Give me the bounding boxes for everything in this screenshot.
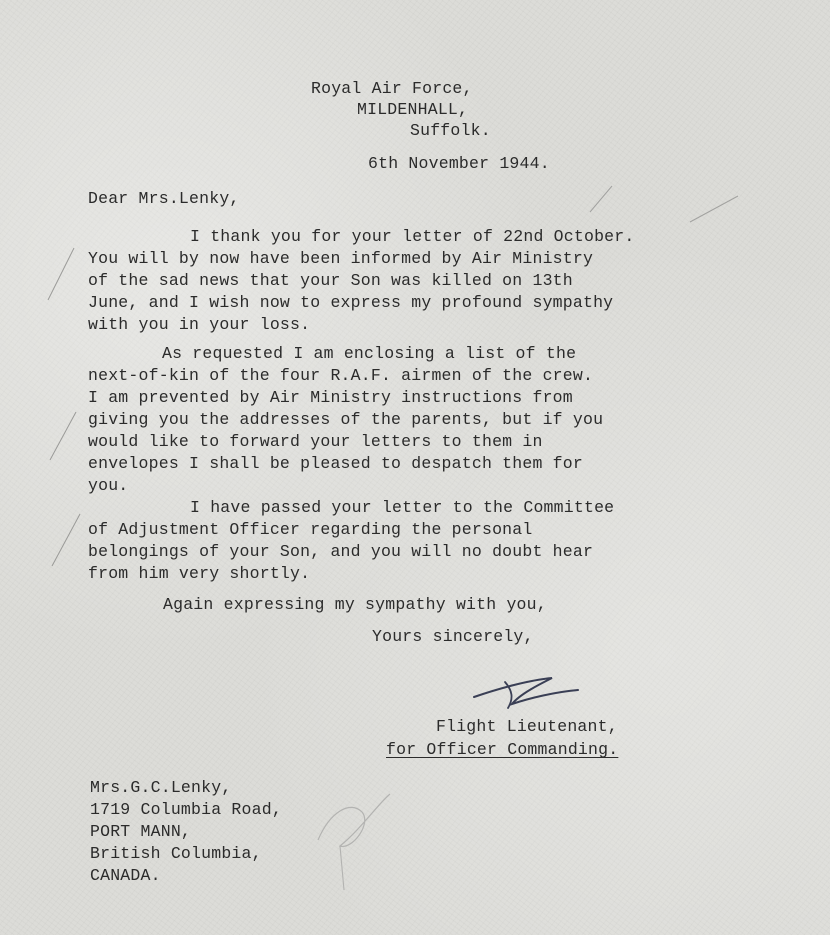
paragraph-2-line-7: you.: [88, 476, 129, 495]
recipient-address-line-3: PORT MANN,: [90, 822, 192, 841]
paragraph-2-line-2: next-of-kin of the four R.A.F. airmen of the crew.: [88, 366, 594, 385]
recipient-address-line-5: CANADA.: [90, 866, 161, 885]
signatory-rank: Flight Lieutenant,: [436, 717, 618, 736]
salutation: Dear Mrs.Lenky,: [88, 189, 240, 208]
recipient-address-line-4: British Columbia,: [90, 844, 262, 863]
paragraph-2-line-1: As requested I am enclosing a list of the: [162, 344, 577, 363]
valediction: Yours sincerely,: [372, 627, 534, 646]
paragraph-2-line-3: I am prevented by Air Ministry instructions from: [88, 388, 573, 407]
recipient-address-line-2: 1719 Columbia Road,: [90, 800, 282, 819]
closing-line: Again expressing my sympathy with you,: [163, 595, 547, 614]
sender-address-line-2: MILDENHALL,: [357, 100, 469, 119]
recipient-address-line-1: Mrs.G.C.Lenky,: [90, 778, 232, 797]
letter-date: 6th November 1944.: [368, 154, 550, 173]
paragraph-2-line-4: giving you the addresses of the parents, but if you: [88, 410, 604, 429]
signatory-for: for Officer Commanding.: [386, 740, 619, 759]
paragraph-3-line-3: belongings of your Son, and you will no doubt hear: [88, 542, 594, 561]
paragraph-1-line-5: with you in your loss.: [88, 315, 311, 334]
paragraph-1-line-4: June, and I wish now to express my profound sympathy: [88, 293, 614, 312]
paragraph-1-line-3: of the sad news that your Son was killed on 13th: [88, 271, 573, 290]
sender-address-line-3: Suffolk.: [410, 121, 491, 140]
paragraph-1-line-2: You will by now have been informed by Air Ministry: [88, 249, 594, 268]
paragraph-3-line-2: of Adjustment Officer regarding the personal: [88, 520, 533, 539]
paragraph-2-line-6: envelopes I shall be pleased to despatch them for: [88, 454, 583, 473]
paragraph-2-line-5: would like to forward your letters to them in: [88, 432, 543, 451]
paragraph-3-line-1: I have passed your letter to the Committee: [190, 498, 615, 517]
sender-address-line-1: Royal Air Force,: [311, 79, 473, 98]
paragraph-1-line-1: I thank you for your letter of 22nd October.: [190, 227, 635, 246]
paragraph-3-line-4: from him very shortly.: [88, 564, 311, 583]
